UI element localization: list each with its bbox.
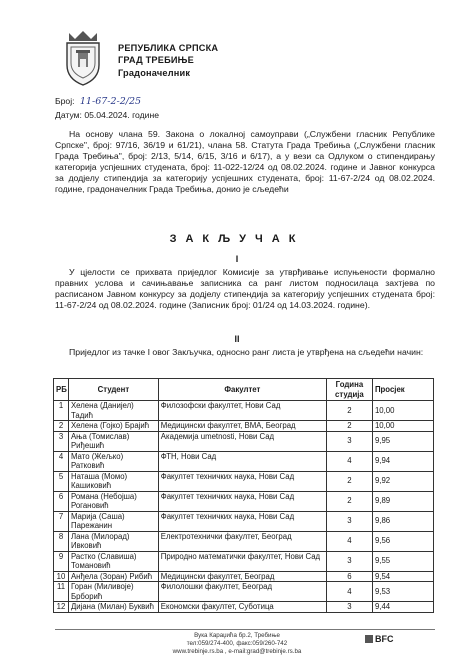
- table-row: [54, 511, 434, 531]
- coat-of-arms-icon: [61, 29, 105, 87]
- footer-phone: тел:059/274-400, факс:059/260-742: [186, 640, 288, 647]
- table-row: [54, 471, 434, 491]
- student-cell: Лана (Милорад) Ивковић: [68, 531, 158, 551]
- year-cell: 4: [326, 451, 372, 471]
- year-cell: 4: [326, 582, 372, 602]
- rank-cell: 7: [54, 511, 69, 531]
- document-title: ЗАКЉУЧАК: [169, 233, 305, 245]
- faculty-cell: Медицински факултет, Београд: [158, 571, 326, 582]
- year-cell: 4: [326, 531, 372, 551]
- table-row: [54, 431, 434, 451]
- faculty-cell: Економски факултет, Суботица: [158, 602, 326, 613]
- student-cell: Мато (Жељко) Ратковић: [68, 451, 158, 471]
- year-cell: 2: [326, 401, 372, 421]
- section-1-numeral: I: [235, 254, 239, 264]
- student-cell: Наташа (Момо) Кашиковић: [68, 471, 158, 491]
- document-number: [55, 96, 141, 107]
- average-cell: 10,00: [372, 401, 433, 421]
- student-cell: Ања (Томислав) Риђешић: [68, 431, 158, 451]
- average-cell: 9,86: [372, 511, 433, 531]
- number-handwritten: 11-67-2-2/25: [79, 96, 142, 107]
- student-cell: Романа (Небојша) Рогановић: [68, 491, 158, 511]
- faculty-cell: Филозофски факултет, Нови Сад: [158, 401, 326, 421]
- year-cell: 2: [326, 491, 372, 511]
- student-cell: Растко (Славиша) Томановић: [68, 551, 158, 571]
- average-cell: 9,55: [372, 551, 433, 571]
- bfc-logo-text: BFC: [375, 634, 394, 644]
- header-republic: РЕПУБЛИКА СРПСКА: [118, 43, 219, 53]
- rank-cell: 9: [54, 551, 69, 571]
- year-cell: 2: [326, 421, 372, 432]
- faculty-cell: Факултет техничких наука, Нови Сад: [158, 511, 326, 531]
- header-city: ГРАД ТРЕБИЊЕ: [118, 55, 194, 65]
- rank-cell: 2: [54, 421, 69, 432]
- header-student: Студент: [68, 379, 158, 401]
- student-cell: Дијана (Милан) Буквић: [68, 602, 158, 613]
- student-cell: Марија (Саша) Парежанин: [68, 511, 158, 531]
- rank-cell: 8: [54, 531, 69, 551]
- header-year: Година студија: [326, 379, 372, 401]
- rank-cell: 12: [54, 602, 69, 613]
- number-label: Број:: [55, 96, 75, 106]
- faculty-cell: Академија umetnosti, Нови Сад: [158, 431, 326, 451]
- rank-cell: 4: [54, 451, 69, 471]
- year-cell: 6: [326, 571, 372, 582]
- table-row: [54, 421, 434, 432]
- year-cell: 3: [326, 431, 372, 451]
- rank-cell: 5: [54, 471, 69, 491]
- year-cell: 3: [326, 602, 372, 613]
- year-cell: 3: [326, 551, 372, 571]
- section-2-text: Приједлог из тачке I овог Закључка, односно ранг листа је утврђена на сљедећи начин:: [69, 347, 424, 357]
- section-2-numeral: II: [234, 334, 240, 344]
- faculty-cell: ФТН, Нови Сад: [158, 451, 326, 471]
- table-row: [54, 451, 434, 471]
- average-cell: 9,92: [372, 471, 433, 491]
- table-row: [54, 401, 434, 421]
- header-faculty: Факултет: [158, 379, 326, 401]
- average-cell: 9,89: [372, 491, 433, 511]
- average-cell: 9,94: [372, 451, 433, 471]
- student-cell: Хелена (Данијел) Тадић: [68, 401, 158, 421]
- student-cell: Горан (Миливоје) Брборић: [68, 582, 158, 602]
- table-row: [54, 602, 434, 613]
- footer-web: www.trebinje.rs.ba , e-mail:grad@trebinje.rs.ba: [172, 648, 302, 655]
- header-rank: РБ: [54, 379, 69, 401]
- footer-address: Вука Караџића бр.2, Требиње: [194, 632, 280, 639]
- average-cell: 9,44: [372, 602, 433, 613]
- header-average: Просјек: [372, 379, 433, 401]
- faculty-cell: Филолошки факултет, Београд: [158, 582, 326, 602]
- year-cell: 2: [326, 471, 372, 491]
- average-cell: 9,54: [372, 571, 433, 582]
- header-mayor: Градоначелник: [118, 68, 191, 78]
- faculty-cell: Природно математички факултет, Нови Сад: [158, 551, 326, 571]
- rank-cell: 6: [54, 491, 69, 511]
- table-body: [54, 401, 434, 613]
- student-cell: Анђела (Зоран) Рибић: [68, 571, 158, 582]
- rank-cell: 3: [54, 431, 69, 451]
- footer-divider: [55, 629, 435, 630]
- year-cell: 3: [326, 511, 372, 531]
- document-date: Датум: 05.04.2024. године: [55, 110, 159, 120]
- faculty-cell: Електротехнички факултет, Београд: [158, 531, 326, 551]
- rank-cell: 10: [54, 571, 69, 582]
- faculty-cell: Факултет техничких наука, Нови Сад: [158, 471, 326, 491]
- table-row: [54, 551, 434, 571]
- table-row: [54, 531, 434, 551]
- table-row: [54, 491, 434, 511]
- average-cell: 9,53: [372, 582, 433, 602]
- rank-cell: 11: [54, 582, 69, 602]
- intro-paragraph: На основу члана 59. Закона о локалној самоуправи („Службени гласник Републике Српске", број: 97/16, 36/19 и 61/21), члана 58. Статута Града Требиња („Службени гласник Града Требиња", број: 2/13, 5/14, 6/15, 3/16 и 6/17), а у вези са Одлуком о стипендирању категорија успјешних студената, број: 11-022-12/24 од 08.02.2024. године и Јавног конкурса за додјелу стипендија за категорију успјешних студената, број: 11-67-2/24 од 08.02.2024. године, градоначелник Града Требиња, донио је сљедећи: [55, 129, 435, 194]
- faculty-cell: Медицински факултет, ВМА, Београд: [158, 421, 326, 432]
- bfc-logo: [365, 634, 394, 644]
- ranking-table: [53, 378, 434, 613]
- student-cell: Хелена (Гојко) Брајић: [68, 421, 158, 432]
- bfc-logo-icon: [365, 635, 373, 643]
- average-cell: 10,00: [372, 421, 433, 432]
- rank-cell: 1: [54, 401, 69, 421]
- table-header-row: [54, 379, 434, 401]
- average-cell: 9,56: [372, 531, 433, 551]
- faculty-cell: Факултет техничких наука, Нови Сад: [158, 491, 326, 511]
- average-cell: 9,95: [372, 431, 433, 451]
- table-row: [54, 571, 434, 582]
- table-row: [54, 582, 434, 602]
- section-1-text: У цјелости се прихвата приједлог Комисије за утврђивање испуњености формално правних услова и сачињавање записника са ранг листом подносилаца захтјева по расписаном Јавном конкурсу за додјелу стипендија за категорију успјешних студената број: 11-67-2/24 од 08.02.2024. године (Записник број: 01/24 од 14.03.2024. године).: [55, 267, 435, 310]
